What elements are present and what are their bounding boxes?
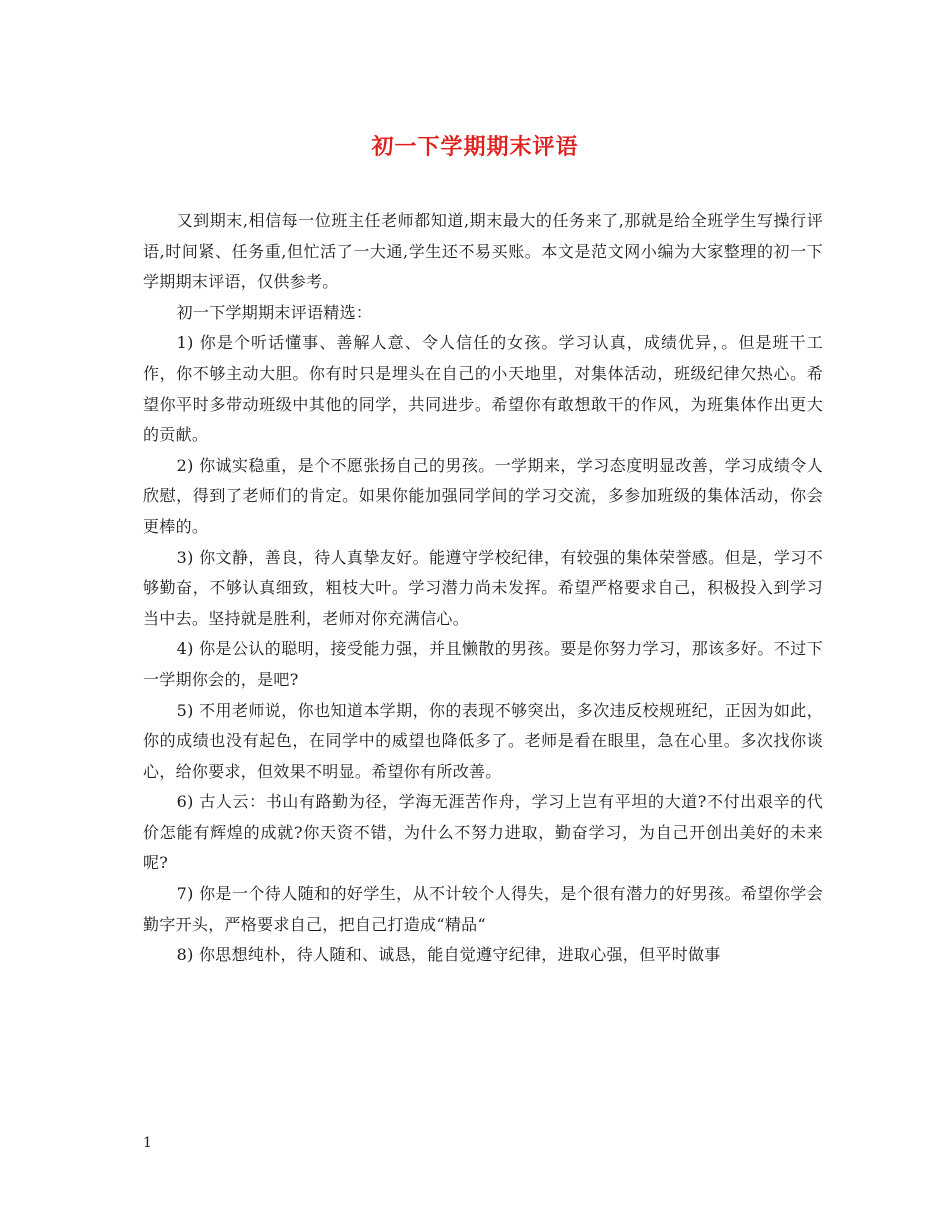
comment-paragraph-2: 2) 你诚实稳重，是个不愿张扬自己的男孩。一学期来，学习态度明显改善，学习成绩令人欣慰，得到了老师们的肯定。如果你能加强同学间的学习交流，多参加班级的集体活动，你会更棒的。 xyxy=(143,455,823,536)
intro-paragraph: 又到期末,相信每一位班主任老师都知道,期末最大的任务来了,那就是给全班学生写操行评语,时间紧、任务重,但忙活了一大通,学生还不易买账。本文是范文网小编为大家整理的初一下学期期末评语，仅供参考。 xyxy=(143,211,823,292)
comment-paragraph-4: 4) 你是公认的聪明，接受能力强，并且懒散的男孩。要是你努力学习，那该多好。不过下一学期你会的，是吧? xyxy=(143,639,823,689)
document-title: 初一下学期期末评语 xyxy=(371,134,579,160)
comment-paragraph-3: 3) 你文静，善良，待人真挚友好。能遵守学校纪律，有较强的集体荣誉感。但是，学习不够勤奋，不够认真细致，粗枝大叶。学习潜力尚未发挥。希望严格要求自己，积极投入到学习当中去。坚持就是胜利，老师对你充满信心。 xyxy=(143,547,823,628)
comment-paragraph-8: 8) 你思想纯朴，待人随和、诚恳，能自觉遵守纪律，进取心强，但平时做事 xyxy=(176,945,721,965)
comment-paragraph-5: 5) 不用老师说，你也知道本学期，你的表现不够突出，多次违反校规班纪，正因为如此，你的成绩也没有起色，在同学中的威望也降低多了。老师是看在眼里，急在心里。多次找你谈心，给你要求，但效果不明显。希望你有所改善。 xyxy=(143,700,823,781)
section-heading: 初一下学期期末评语精选： xyxy=(176,302,373,322)
comment-paragraph-7: 7) 你是一个待人随和的好学生，从不计较个人得失，是个很有潜力的好男孩。希望你学会勤字开头，严格要求自己，把自己打造成“精品“ xyxy=(143,884,823,934)
comment-paragraph-1: 1) 你是个听话懂事、善解人意、令人信任的女孩。学习认真，成绩优异，。但是班干工作，你不够主动大胆。你有时只是埋头在自己的小天地里，对集体活动，班级纪律欠热心。希望你平时多带动班级中其他的同学，共同进步。希望你有敢想敢干的作风，为班集体作出更大的贡献。 xyxy=(143,333,823,445)
page-number: 1 xyxy=(143,1135,152,1151)
document-body xyxy=(143,206,823,971)
comment-paragraph-6: 6) 古人云：书山有路勤为径，学海无涯苦作舟，学习上岂有平坦的大道?不付出艰辛的代价怎能有辉煌的成就?你天资不错，为什么不努力进取，勤奋学习，为自己开创出美好的未来呢? xyxy=(143,792,823,873)
